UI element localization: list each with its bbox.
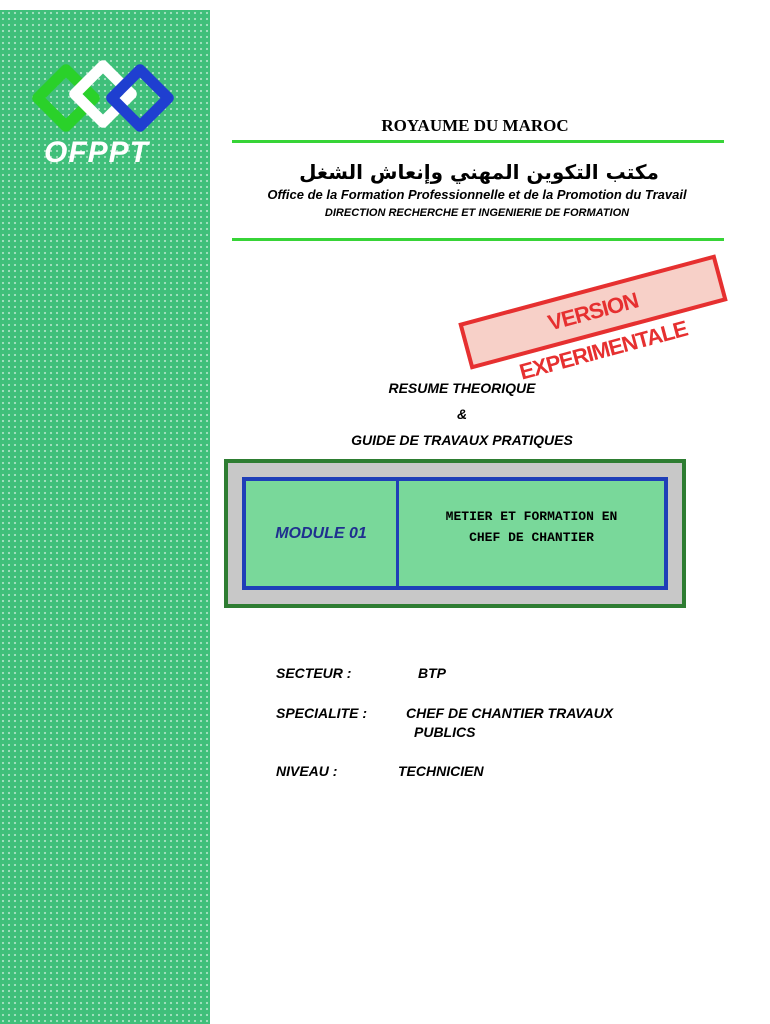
title-ampersand: & (456, 406, 468, 422)
top-rule (232, 140, 724, 143)
arabic-title: مكتب التكوين المهني وإنعاش الشغل (299, 160, 659, 184)
ofppt-logo-icon (28, 60, 178, 140)
specialite-label: SPECIALITE : (276, 705, 368, 721)
direction-title: DIRECTION RECHERCHE ET INGENIERIE DE FORMATION (324, 207, 630, 219)
logo-text: OFPPT (44, 136, 150, 169)
secteur-value: BTP (418, 665, 446, 681)
bottom-rule (232, 238, 724, 241)
office-title: Office de la Formation Professionnelle et de la Promotion du Travail (267, 187, 687, 202)
specialite-value-line1: CHEF DE CHANTIER TRAVAUX (406, 705, 614, 721)
module-title-line2: CHEF DE CHANTIER (469, 530, 594, 545)
secteur-label: SECTEUR : (276, 665, 352, 681)
title-resume: RESUME THEORIQUE (388, 380, 536, 396)
specialite-value-line2: PUBLICS (414, 724, 476, 740)
niveau-label: NIVEAU : (276, 763, 338, 779)
version-stamp: VERSION EXPERIMENTALE (458, 254, 727, 369)
module-title (399, 506, 664, 548)
niveau-value: TECHNICIEN (398, 763, 484, 779)
kingdom-title: ROYAUME DU MAROC (381, 116, 569, 135)
module-label: MODULE 01 (275, 525, 367, 542)
title-guide: GUIDE DE TRAVAUX PRATIQUES (351, 432, 573, 448)
module-title-line1: METIER ET FORMATION EN (445, 509, 618, 524)
sidebar-pattern (0, 10, 210, 1024)
module-box (224, 459, 686, 608)
module-panel (242, 477, 668, 590)
